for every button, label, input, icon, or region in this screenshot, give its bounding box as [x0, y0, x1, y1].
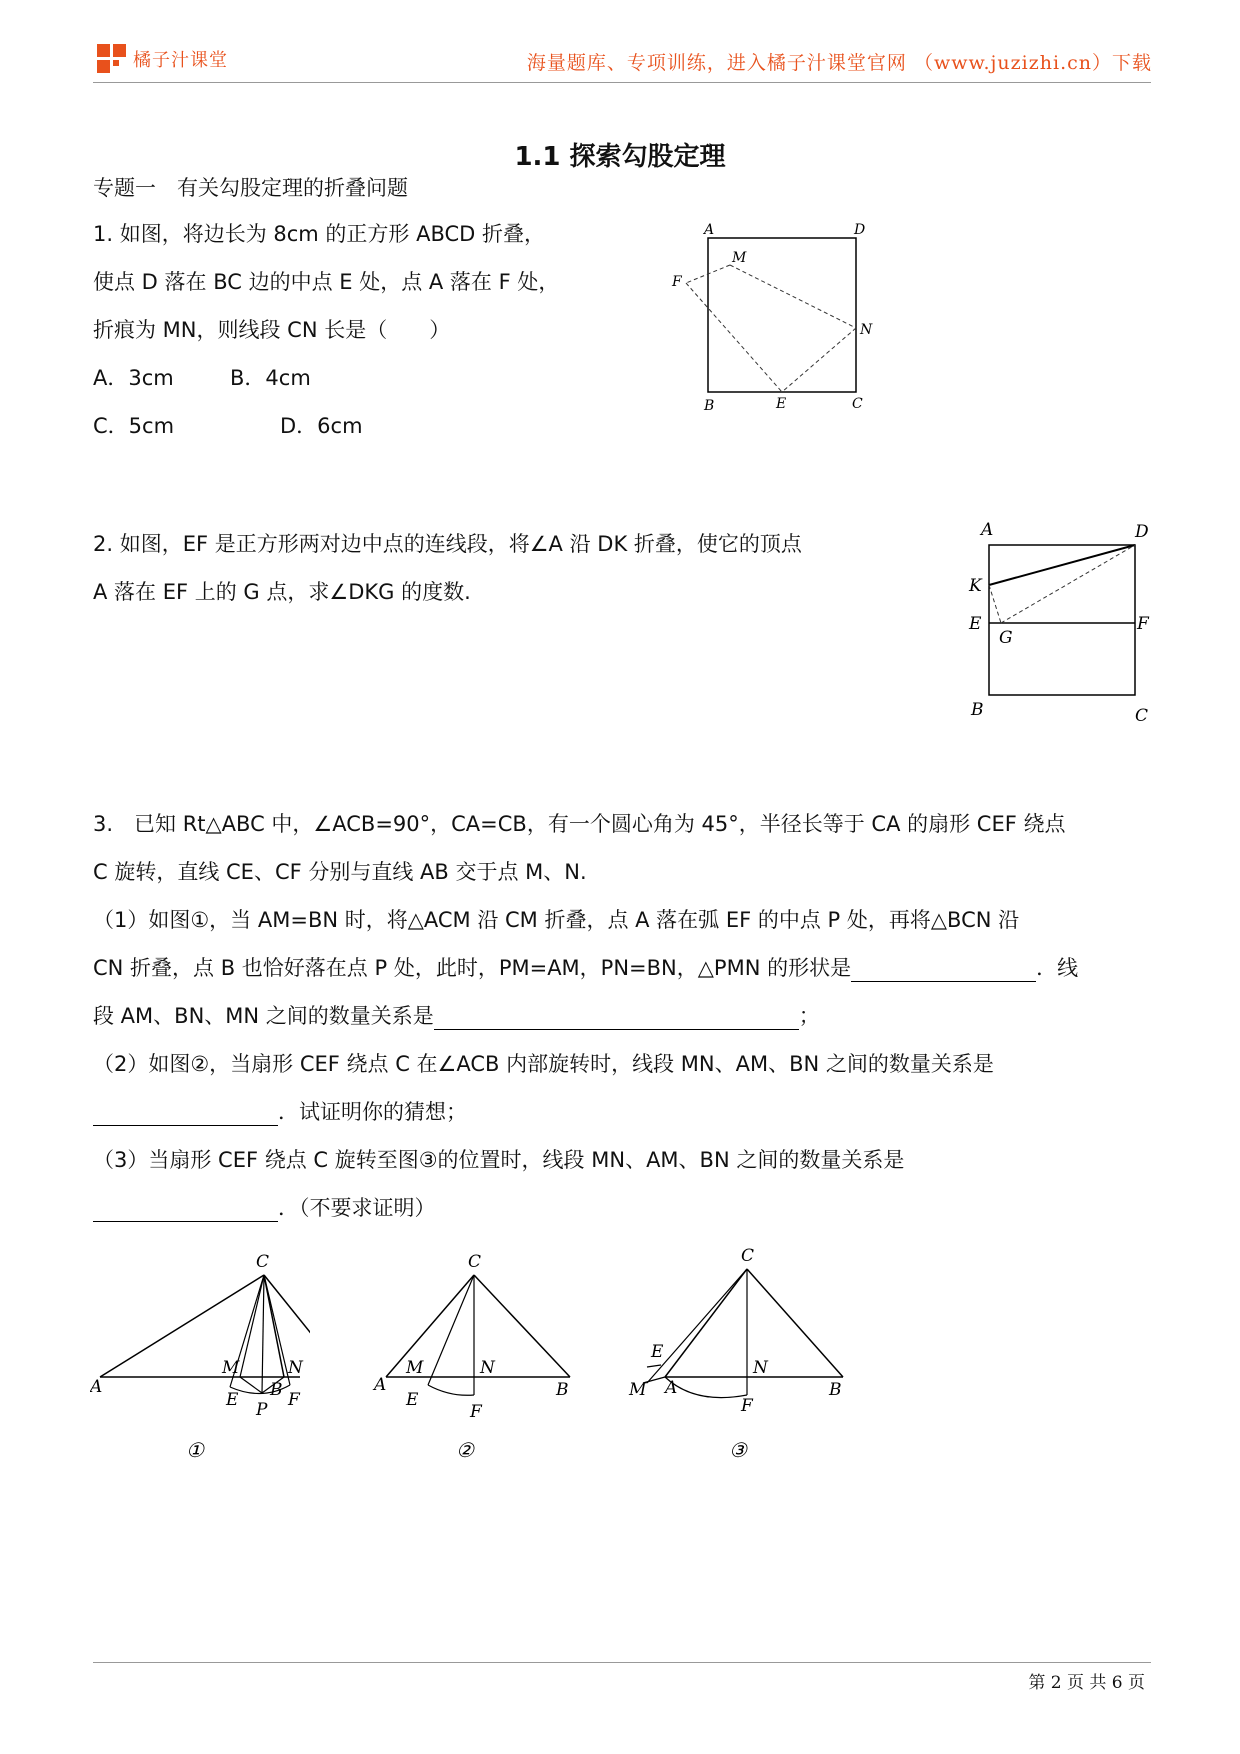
fig3-label-n: N: [753, 1358, 768, 1378]
q3-blank-relation3[interactable]: [93, 1198, 278, 1222]
q2-label-b: B: [971, 700, 984, 720]
q1-figure: [660, 210, 890, 420]
q2-label-c: C: [1135, 706, 1149, 726]
q3-line1: 3. 已知 Rt△ABC 中，∠ACB=90°，CA=CB，有一个圆心角为 45°，半径长等于 CA 的扇形 CEF 绕点: [93, 812, 1066, 836]
q1-label-e: E: [776, 396, 787, 412]
page-number: 第 2 页 共 6 页: [1028, 1673, 1145, 1693]
fig2-label-c: C: [468, 1252, 482, 1272]
q2-label-k: K: [969, 576, 982, 596]
fig1-label-f: F: [288, 1390, 300, 1410]
q2-line1: 2. 如图，EF 是正方形两对边中点的连线段，将∠A 沿 DK 折叠，使它的顶点: [93, 532, 802, 556]
q2-label-d: D: [1135, 522, 1149, 542]
q2-label-g: G: [999, 628, 1013, 648]
header-site-link[interactable]: 海量题库、专项训练，进入橘子汁课堂官网 （www.juzizhi.cn）下载: [526, 52, 1152, 74]
q2-label-e: E: [969, 614, 982, 634]
page-title: 1.1 探索勾股定理: [514, 142, 726, 172]
q3-figure-1-right: [210, 1245, 290, 1465]
q1-option-a: A．3cm: [93, 366, 174, 390]
fig1-number: ①: [186, 1438, 204, 1462]
footer-divider: [93, 1662, 1151, 1663]
fig3-label-a: A: [665, 1378, 678, 1398]
fig1-label-n: N: [288, 1358, 303, 1378]
q1-crease-mn: [730, 265, 856, 328]
q3-part3-line2-tail: ．（不要求证明）: [278, 1196, 436, 1220]
q1-label-d: D: [854, 222, 866, 238]
fig3-label-m: M: [629, 1380, 647, 1400]
q1-line3: 折痕为 MN，则线段 CN 长是（ ）: [93, 318, 451, 342]
q1-label-c: C: [852, 396, 863, 412]
topic-heading: 专题一 有关勾股定理的折叠问题: [93, 176, 408, 200]
q3-part3-line1: （3）当扇形 CEF 绕点 C 旋转至图③的位置时，线段 MN、AM、BN 之间的数量关系是: [93, 1148, 905, 1172]
q3-part2-line2: [93, 1096, 467, 1126]
q1-option-c: C．5cm: [93, 414, 175, 438]
q1-fold-fe: [686, 283, 782, 392]
q3-part1-line3-text: 段 AM、BN、MN 之间的数量关系是: [93, 1004, 434, 1028]
q2-figure: [955, 515, 1180, 735]
q3-part1-line2-text: CN 折叠，点 B 也恰好落在点 P 处，此时，PM=AM，PN=BN，△PMN 的形状是: [93, 956, 852, 980]
logo-text: 橘子汁课堂: [133, 50, 228, 71]
fig2-number: ②: [456, 1438, 474, 1462]
q3-line2: C 旋转，直线 CE、CF 分别与直线 AB 交于点 M、N.: [93, 860, 587, 884]
q1-square: [708, 238, 856, 392]
q1-fold-ne: [782, 328, 856, 392]
fig3-label-f: F: [741, 1396, 753, 1416]
fig2-label-e: E: [406, 1390, 419, 1410]
fig1-label-a: A: [90, 1377, 103, 1397]
q1-label-a: A: [704, 222, 715, 238]
q1-option-d: D．6cm: [280, 414, 363, 438]
fig3-label-c: C: [741, 1246, 755, 1266]
q3-part1-line2: [93, 952, 1078, 982]
q1-option-b: B．4cm: [230, 366, 311, 390]
q3-blank-relation2[interactable]: [93, 1102, 278, 1126]
q2-label-a: A: [981, 520, 994, 540]
q1-line1: 1. 如图，将边长为 8cm 的正方形 ABCD 折叠，: [93, 222, 546, 246]
fig3-label-b: B: [829, 1380, 842, 1400]
q3-part2-line1: （2）如图②，当扇形 CEF 绕点 C 在∠ACB 内部旋转时，线段 MN、AM、BN 之间的数量关系是: [93, 1052, 994, 1076]
q2-square: [989, 545, 1135, 695]
q2-line-kd: [989, 545, 1135, 585]
fig1-label-c: C: [256, 1252, 270, 1272]
fig3-label-e: E: [651, 1342, 664, 1362]
fig1-label-m: M: [222, 1358, 240, 1378]
q2-label-f: F: [1137, 614, 1149, 634]
q3-blank-relation1[interactable]: [434, 1006, 799, 1030]
site-logo: [97, 44, 228, 74]
q1-label-f: F: [672, 274, 682, 290]
fig2-label-b: B: [556, 1380, 569, 1400]
q2-line2: A 落在 EF 上的 G 点，求∠DKG 的度数.: [93, 580, 471, 604]
q3-part1-line3-tail: ；: [798, 1004, 820, 1028]
q1-label-m: M: [732, 250, 747, 266]
fig2-label-n: N: [480, 1358, 495, 1378]
fig3-number: ③: [729, 1438, 747, 1462]
q3-blank-shape[interactable]: [851, 958, 1036, 982]
q2-line-kg: [989, 585, 1001, 623]
header-divider: [93, 82, 1151, 83]
q3-figure-3: [625, 1245, 855, 1465]
q3-part2-line2-tail: ．试证明你的猜想；: [278, 1100, 467, 1124]
q3-part1-line3: [93, 1000, 820, 1030]
q3-part1-line2-tail: ．线: [1036, 956, 1079, 980]
fig1-label-e: E: [226, 1390, 239, 1410]
q3-part3-line2: [93, 1192, 436, 1222]
fig1-label-p: P: [256, 1400, 268, 1420]
q1-line2: 使点 D 落在 BC 边的中点 E 处，点 A 落在 F 处，: [93, 270, 560, 294]
q2-line-gd: [1001, 545, 1135, 623]
fig2-label-m: M: [406, 1358, 424, 1378]
q3-figure-2: [370, 1245, 585, 1465]
q1-label-n: N: [860, 322, 873, 338]
fig1-label-b: B: [270, 1380, 283, 1400]
q3-part1-line1: （1）如图①，当 AM=BN 时，将△ACM 沿 CM 折叠，点 A 落在弧 EF 的中点 P 处，再将△BCN 沿: [93, 908, 1020, 932]
fig2-label-f: F: [470, 1402, 482, 1422]
logo-icon: [97, 44, 127, 74]
fig2-label-a: A: [374, 1375, 387, 1395]
q1-label-b: B: [704, 398, 715, 414]
